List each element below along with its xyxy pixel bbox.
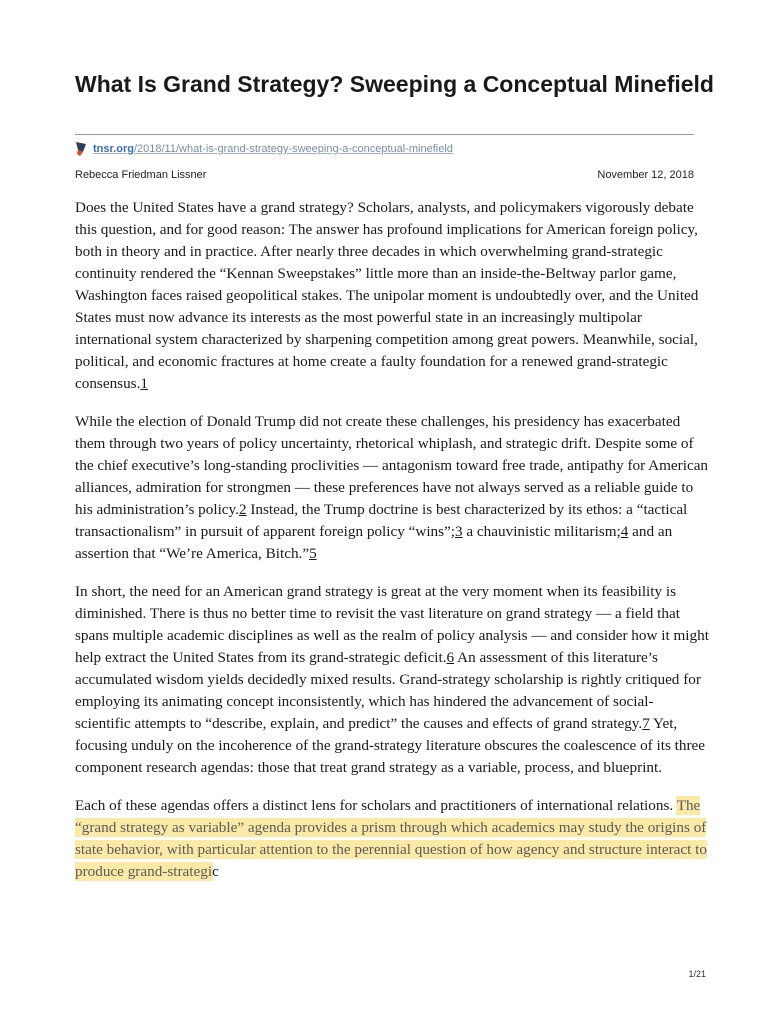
source-link[interactable] (93, 141, 453, 157)
article-body (75, 197, 709, 899)
paragraph (75, 411, 709, 565)
paragraph-text: Does the United States have a grand strategy? Scholars, analysts, and policymakers vigorously debate this question, and for good reason: The answer has profound implications for American foreign policy, both in theory and in practice. After nearly three decades in which overwhelming grand-strategic continuity rendered the “Kennan Sweepstakes” little more than an inside-the-Beltway parlor game, Washington faces raised geopolitical stakes. The unipolar moment is undoubtedly over, and the United States must now advance its interests as the most powerful state in an increasingly multipolar international system characterized by sharpening competition among great powers. Meanwhile, social, political, and economic fractures at home create a faulty foundation for a renewed grand-strategic consensus. (75, 199, 699, 392)
paragraph-text: c (212, 863, 219, 880)
paragraph-text: Each of these agendas offers a distinct lens for scholars and practitioners of international relations. (75, 797, 677, 814)
title-divider (75, 134, 694, 135)
paragraph-text: Instead, the Trump doctrine is best characterized by its ethos: a “tactical transactionalism” in pursuit of apparent foreign policy “wins”; (75, 501, 688, 540)
footnote-link[interactable]: 7 (642, 715, 650, 732)
page-number: 1/21 (688, 969, 706, 979)
author: Rebecca Friedman Lissner (75, 169, 207, 181)
source-domain: tnsr.org (93, 143, 134, 155)
publish-date: November 12, 2018 (597, 169, 694, 181)
paragraph-text: and an assertion that “We’re America, Bitch.” (75, 523, 673, 562)
paragraph (75, 197, 709, 395)
paragraph (75, 795, 709, 883)
paragraph-text: In short, the need for an American grand strategy is great at the very moment when its feasibility is diminished. There is thus no better time to revisit the vast literature on grand strategy — a field that spans multiple academic disciplines as well as the realm of policy analysis — and consider how it might help extract the United States from its grand-strategic deficit. (75, 583, 709, 666)
byline (75, 168, 694, 182)
footnote-link[interactable]: 4 (620, 523, 629, 540)
tnsr-logo-icon (75, 141, 87, 157)
paragraph-text: a chauvinistic militarism; (462, 523, 621, 540)
footnote-link[interactable]: 1 (140, 375, 148, 392)
source-line[interactable] (75, 141, 453, 157)
footnote-link[interactable]: 2 (238, 501, 247, 518)
paragraph-text: An assessment of this literature’s accumulated wisdom yields decidedly mixed results. Grand-strategy scholarship is rightly critiqued for employing its animating concept inconsistently, which has hindered the advancement of social-scientific attempts to “describe, explain, and predict” the causes and effects of grand strategy. (75, 649, 701, 732)
source-path: /2018/11/what-is-grand-strategy-sweeping-a-conceptual-minefield (133, 143, 453, 155)
paragraph-text: While the election of Donald Trump did not create these challenges, his presidency has exacerbated them through two years of policy uncertainty, rhetorical whiplash, and strategic drift. Despite some of the chief executive’s long-standing proclivities — antagonism toward free trade, antipathy for American alliances, admiration for strongmen — these preferences have not always served as a reliable guide to his administration’s policy. (75, 413, 709, 518)
footnote-link[interactable]: 5 (309, 545, 317, 562)
highlighted-text[interactable]: The “grand strategy as variable” agenda provides a prism through which academics may study the origins of state behavior, with particular attention to the perennial question of how agency and structure interact to produce grand-strategi (75, 797, 707, 880)
footnote-link[interactable]: 3 (455, 523, 463, 540)
paragraph-text: Yet, focusing unduly on the incoherence of the grand-strategy literature obscures the coalescence of its three component research agendas: those that treat grand strategy as a variable, process, and blueprint. (75, 715, 706, 776)
footnote-link[interactable]: 6 (446, 649, 455, 666)
paragraph (75, 581, 709, 779)
document-title: What Is Grand Strategy? Sweeping a Conceptual Minefield (75, 71, 714, 97)
